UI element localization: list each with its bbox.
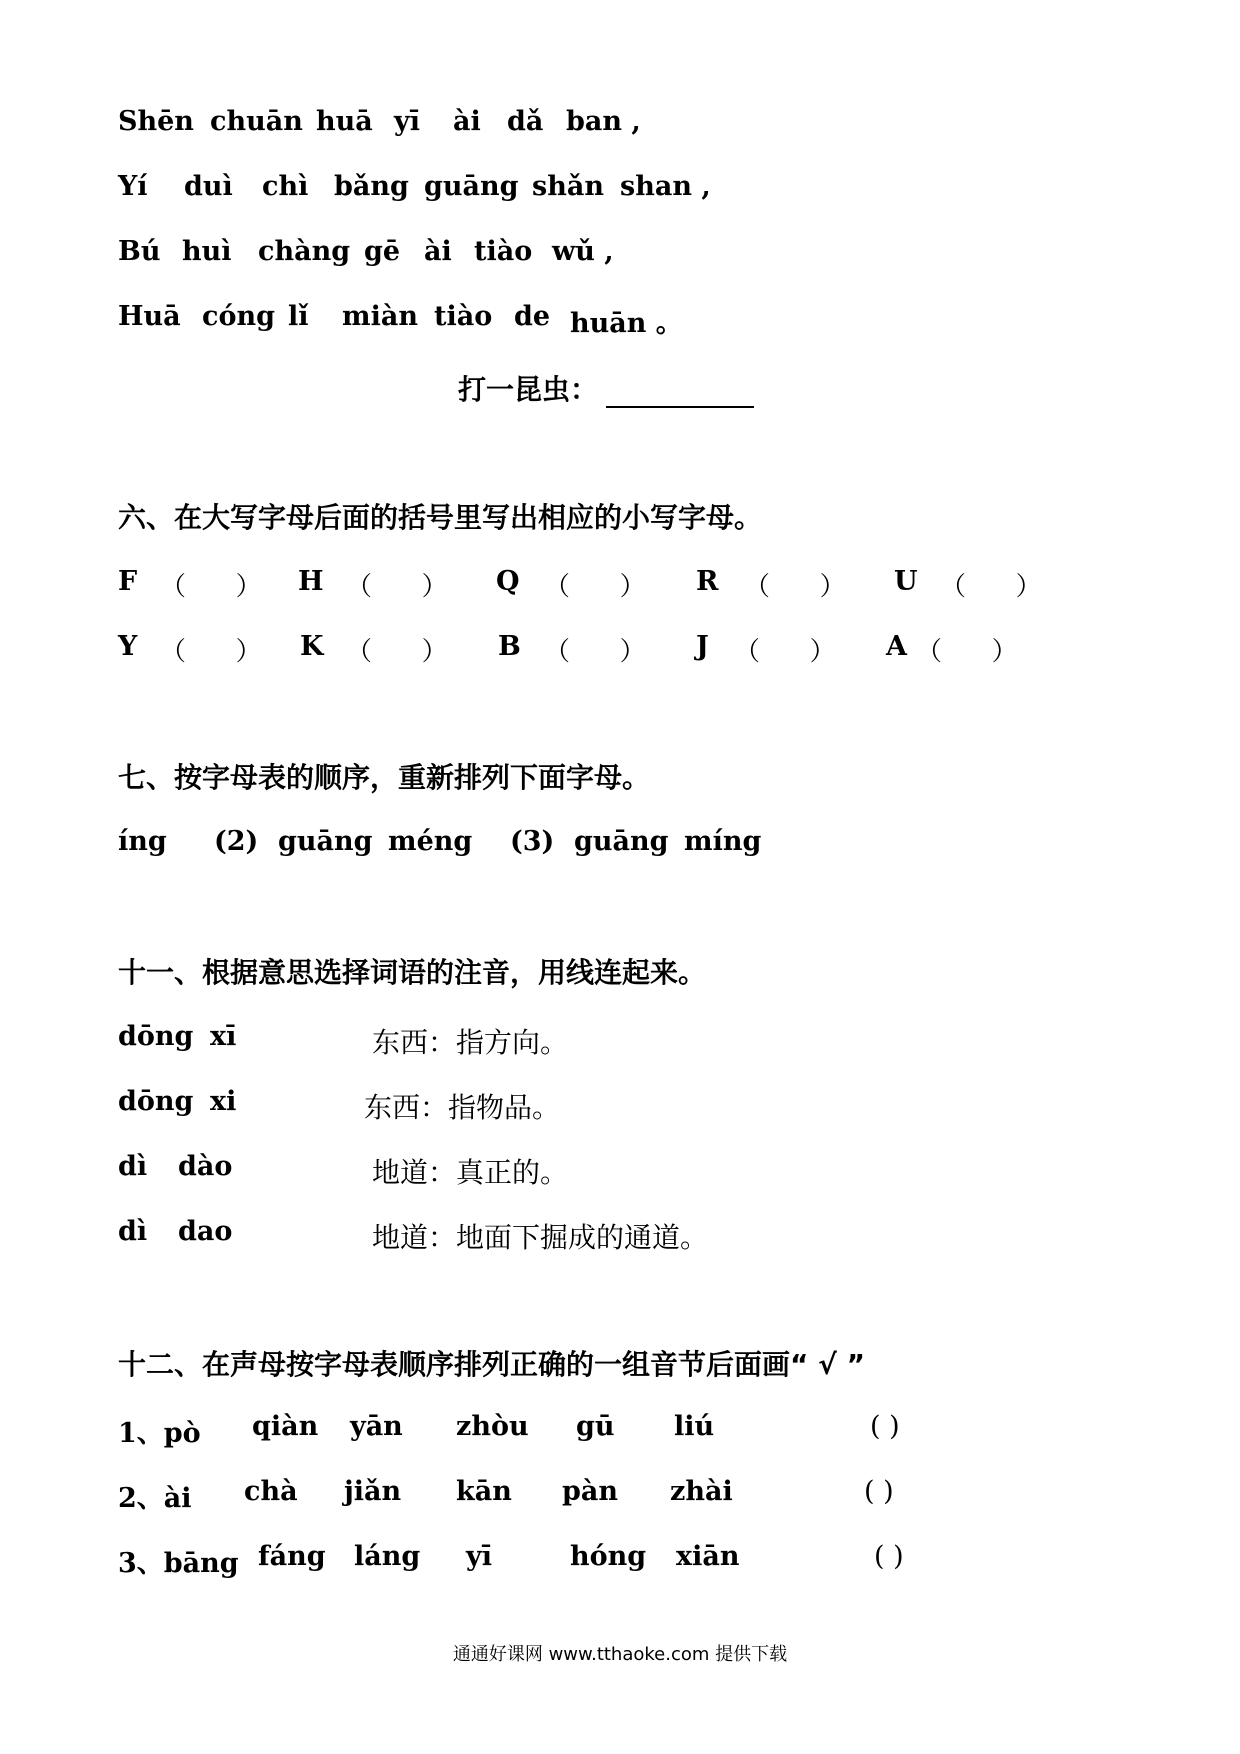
syllable: guāng bbox=[424, 171, 519, 202]
syllable: jiǎn bbox=[344, 1476, 402, 1507]
syllable: tiào bbox=[434, 301, 493, 332]
uppercase-letter: Y bbox=[118, 631, 138, 662]
syllable: chuān bbox=[210, 106, 303, 137]
syllable: huān 。 bbox=[570, 308, 683, 339]
syllable: 3、bāng bbox=[118, 1548, 239, 1579]
uppercase-letter: U bbox=[894, 566, 918, 597]
syllable: xiān bbox=[676, 1541, 740, 1572]
pinyin[interactable]: dōng bbox=[118, 1021, 194, 1052]
syllable: láng bbox=[354, 1541, 421, 1572]
syllable: zhòu bbox=[456, 1411, 529, 1442]
syllable: chà bbox=[244, 1476, 298, 1507]
riddle-answer-label: 打一昆虫： bbox=[458, 373, 599, 406]
meaning[interactable]: 地道：真正的。 bbox=[372, 1156, 569, 1189]
syllable: qiàn bbox=[252, 1411, 319, 1442]
pinyin[interactable]: dào bbox=[178, 1151, 233, 1182]
syllable: zhài bbox=[670, 1476, 733, 1507]
syllable: de bbox=[514, 301, 551, 332]
pinyin[interactable]: dì bbox=[118, 1151, 148, 1182]
syllable: huì bbox=[182, 236, 232, 267]
syllable: gē bbox=[364, 236, 401, 267]
syllable: dǎ bbox=[507, 106, 544, 137]
syllable: ài bbox=[453, 106, 481, 137]
meaning[interactable]: 东西：指方向。 bbox=[372, 1026, 569, 1059]
syllable: chì bbox=[262, 171, 309, 202]
meaning[interactable]: 地道：地面下掘成的通道。 bbox=[372, 1221, 709, 1254]
syllable: bǎng bbox=[334, 171, 409, 202]
syllable: wǔ , bbox=[552, 236, 614, 267]
pinyin[interactable]: dōng bbox=[118, 1086, 194, 1117]
syllable: Huā bbox=[118, 301, 181, 332]
syllable: guāng bbox=[278, 826, 373, 857]
answer-parens[interactable]: （ ） bbox=[160, 637, 262, 667]
section-11-heading: 十一、根据意思选择词语的注音，用线连起来。 bbox=[118, 956, 707, 989]
syllable: Yí bbox=[118, 171, 148, 202]
meaning[interactable]: 东西：指物品。 bbox=[364, 1091, 561, 1124]
syllable: Shēn bbox=[118, 106, 194, 137]
syllable: yī bbox=[394, 106, 420, 137]
syllable: 1、pò bbox=[118, 1418, 201, 1449]
syllable: hóng bbox=[570, 1541, 647, 1572]
answer-parens[interactable]: （ ） bbox=[160, 572, 262, 602]
riddle-answer-prompt bbox=[458, 368, 754, 408]
uppercase-letter: Q bbox=[496, 566, 520, 597]
syllable: shǎn bbox=[532, 171, 604, 202]
answer-parens[interactable]: （ ） bbox=[744, 572, 846, 602]
syllable: méng bbox=[388, 826, 473, 857]
uppercase-letter: J bbox=[696, 631, 709, 662]
syllable: íng bbox=[118, 826, 167, 857]
syllable: fáng bbox=[258, 1541, 326, 1572]
pinyin[interactable]: dì bbox=[118, 1216, 148, 1247]
uppercase-letter: H bbox=[298, 566, 324, 597]
answer-parens[interactable]: （ ） bbox=[916, 637, 1018, 667]
section-6-heading: 六、在大写字母后面的括号里写出相应的小写字母。 bbox=[118, 501, 763, 534]
check-parens[interactable]: ( ) bbox=[864, 1476, 894, 1507]
answer-parens[interactable]: （ ） bbox=[346, 572, 448, 602]
uppercase-letter: A bbox=[886, 631, 907, 662]
pinyin[interactable]: xi bbox=[210, 1086, 237, 1117]
answer-parens[interactable]: （ ） bbox=[940, 572, 1042, 602]
syllable: míng bbox=[684, 826, 762, 857]
syllable: cóng bbox=[202, 301, 275, 332]
uppercase-letter: K bbox=[300, 631, 324, 662]
uppercase-letter: B bbox=[498, 631, 521, 662]
answer-parens[interactable]: （ ） bbox=[346, 637, 448, 667]
item-number: (2) bbox=[214, 826, 259, 857]
pinyin[interactable]: xī bbox=[210, 1021, 237, 1052]
uppercase-letter: R bbox=[696, 566, 719, 597]
syllable: tiào bbox=[474, 236, 533, 267]
syllable: Bú bbox=[118, 236, 161, 267]
answer-parens[interactable]: （ ） bbox=[734, 637, 836, 667]
item-number: (3) bbox=[510, 826, 555, 857]
uppercase-letter: F bbox=[118, 566, 138, 597]
syllable: pàn bbox=[562, 1476, 619, 1507]
syllable: yān bbox=[350, 1411, 403, 1442]
check-parens[interactable]: ( ) bbox=[870, 1411, 900, 1442]
syllable: kān bbox=[456, 1476, 512, 1507]
syllable: duì bbox=[184, 171, 233, 202]
syllable: ban , bbox=[566, 106, 641, 137]
section-12-heading: 十二、在声母按字母表顺序排列正确的一组音节后面画“ √ ” bbox=[118, 1348, 865, 1381]
syllable: yī bbox=[466, 1541, 492, 1572]
footer-credit: 通通好课网 www.tthaoke.com 提供下载 bbox=[452, 1644, 788, 1665]
syllable: chàng bbox=[258, 236, 351, 267]
syllable: gū bbox=[576, 1411, 615, 1442]
syllable: ài bbox=[424, 236, 452, 267]
section-7-heading: 七、按字母表的顺序，重新排列下面字母。 bbox=[118, 761, 651, 794]
syllable: guāng bbox=[574, 826, 669, 857]
check-parens[interactable]: ( ) bbox=[874, 1541, 904, 1572]
syllable: shan , bbox=[620, 171, 711, 202]
syllable: liú bbox=[674, 1411, 715, 1442]
answer-blank[interactable] bbox=[606, 380, 754, 408]
syllable: miàn bbox=[342, 301, 418, 332]
syllable: 2、ài bbox=[118, 1483, 192, 1514]
syllable: lǐ bbox=[288, 301, 309, 332]
syllable: huā bbox=[316, 106, 373, 137]
answer-parens[interactable]: （ ） bbox=[544, 637, 646, 667]
answer-parens[interactable]: （ ） bbox=[544, 572, 646, 602]
pinyin[interactable]: dao bbox=[178, 1216, 233, 1247]
